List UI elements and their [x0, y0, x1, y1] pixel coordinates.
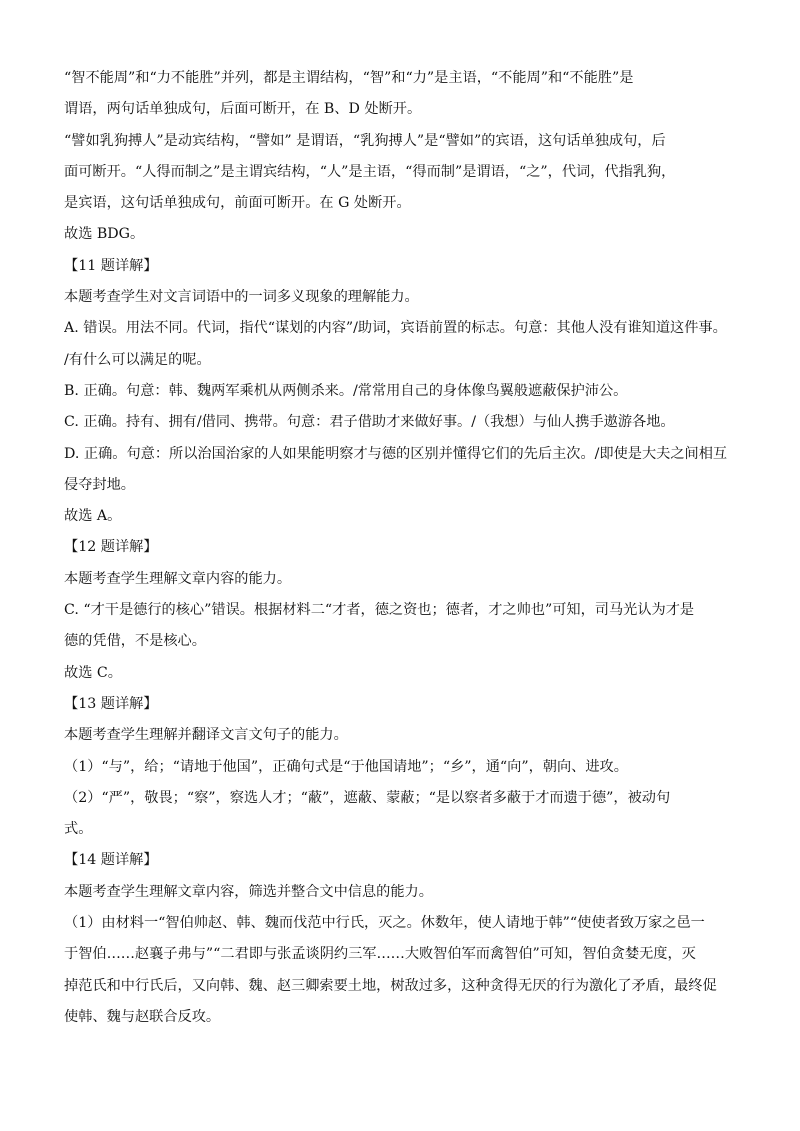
text-line: 谓语，两句话单独成句，后面可断开，在 B、D 处断开。	[64, 101, 422, 118]
text-line: D. 正确。句意：所以治国治家的人如果能明察才与德的区别并懂得它们的先后主次。/即使是大夫之间相互	[64, 445, 728, 462]
text-line: C. 正确。持有、拥有/借同、携带。句意：君子借助才来做好事。/（我想）与仙人携手遨游各地。	[64, 414, 675, 431]
text-line: 本题考查学生对文言词语中的一词多义现象的理解能力。	[64, 289, 419, 306]
text-line: 本题考查学生理解并翻译文言文句子的能力。	[64, 727, 348, 744]
text-line: 故选 A。	[64, 508, 122, 525]
text-line: 故选 C。	[64, 664, 122, 681]
text-line: 使韩、魏与赵联合反攻。	[64, 1008, 221, 1025]
text-line: A. 错误。用法不同。代词，指代“谋划的内容”/助词，宾语前置的标志。句意：其他人没有谁知道这件事。	[64, 320, 727, 337]
text-line: 于智伯……赵襄子弗与”“二君即与张孟谈阴约三军……大败智伯军而禽智伯”可知，智伯贪婪无度，灭	[64, 946, 696, 963]
text-line: 面可断开。“人得而制之”是主谓宾结构，“人”是主语，“得而制”是谓语，“之”，代词，代指乳狗，	[64, 163, 676, 180]
text-line: （1）由材料一“智伯帅赵、韩、魏而伐范中行氏，灭之。休数年，使人请地于韩”“使使者致万家之邑一	[64, 915, 705, 932]
section-heading-13: 【13 题详解】	[64, 695, 158, 712]
text-line: （2）“严”，敬畏；“察”，察选人才；“蔽”，遮蔽、蒙蔽；“是以察者多蔽于才而遗于德”，被动句	[64, 789, 671, 806]
text-line: C. “才干是德行的核心”错误。根据材料二“才者，德之资也；德者，才之帅也”可知，司马光认为才是	[64, 602, 695, 619]
text-line: /有什么可以满足的呢。	[64, 351, 211, 368]
text-line: 式。	[64, 821, 93, 838]
text-line: （1）“与”，给；“请地于他国”，正确句式是“于他国请地”；“乡”，通“向”，朝向、进攻。	[64, 758, 628, 775]
text-line: 侵夺封地。	[64, 476, 135, 493]
text-line: 掉范氏和中行氏后，又向韩、魏、赵三卿索要土地，树敌过多，这种贪得无厌的行为激化了矛盾，最终促	[64, 977, 717, 994]
section-heading-11: 【11 题详解】	[64, 257, 158, 274]
text-line: 德的凭借，不是核心。	[64, 633, 206, 650]
text-line: 是宾语，这句话单独成句，前面可断开。在 G 处断开。	[64, 195, 411, 212]
section-heading-12: 【12 题详解】	[64, 539, 158, 556]
text-line: “智不能周”和“力不能胜”并列，都是主谓结构，“智”和“力”是主语，“不能周”和“不能胜”是	[64, 70, 634, 86]
text-line: 故选 BDG。	[64, 226, 145, 243]
text-line: “譬如乳狗搏人”是动宾结构，“譬如” 是谓语，“乳狗搏人”是“譬如”的宾语，这句话单独成句，后	[64, 132, 666, 149]
text-line: B. 正确。句意：韩、魏两军乘机从两侧杀来。/常常用自己的身体像鸟翼般遮蔽保护沛公。	[64, 382, 628, 399]
text-line: 本题考查学生理解文章内容，筛选并整合文中信息的能力。	[64, 883, 433, 900]
text-line: 本题考查学生理解文章内容的能力。	[64, 570, 292, 587]
section-heading-14: 【14 题详解】	[64, 852, 158, 869]
